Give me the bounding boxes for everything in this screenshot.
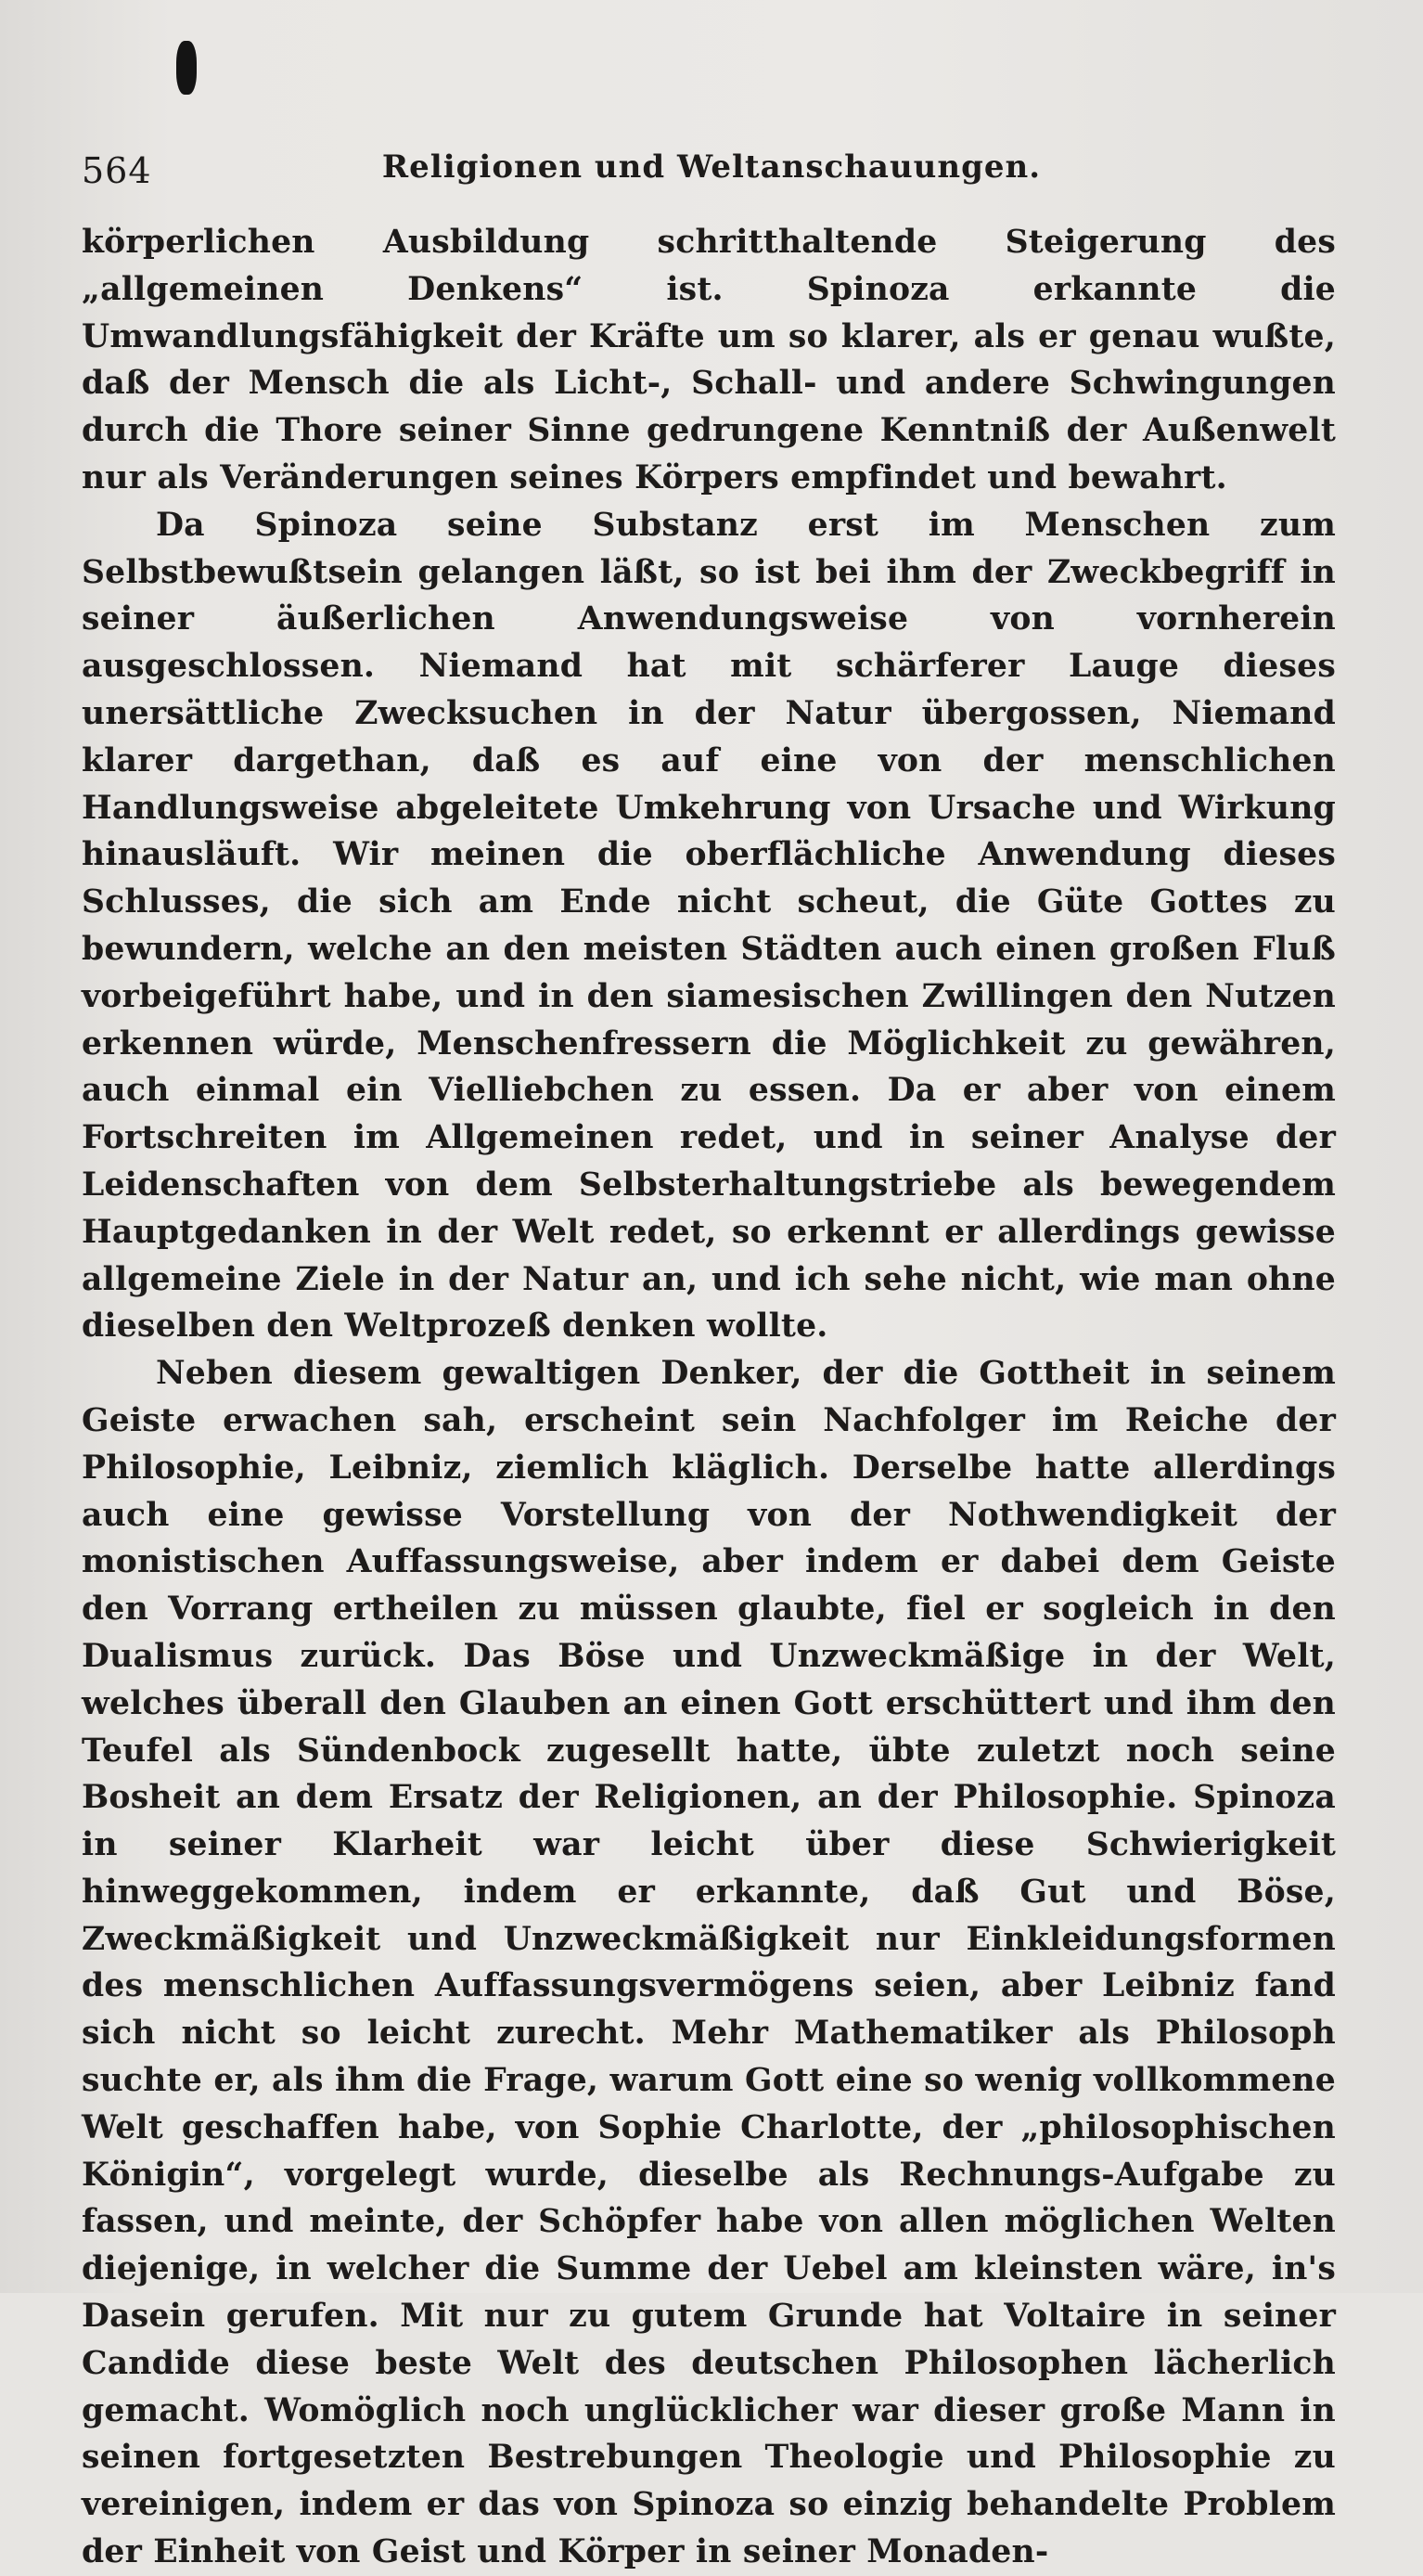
body-text [82, 219, 1336, 2576]
paragraph-spinoza-purpose: Da Spinoza seine Substanz erst im Menschen zum Selbstbewußtsein gelangen läßt, so ist bei ihm der Zweckbegriff in seiner äußerlichen Anwendungsweise von vornherein ausgeschlossen. Niemand hat mit schärferer Lauge dieses unersättliche Zwecksuchen in der Natur übergossen, Niemand klarer dargethan, daß es auf eine von der menschlichen Handlungsweise abgeleitete Umkehrung von Ursache und Wirkung hinausläuft. Wir meinen die oberflächliche Anwendung dieses Schlusses, die sich am Ende nicht scheut, die Güte Gottes zu bewundern, welche an den meisten Städten auch einen großen Fluß vorbeigeführt habe, und in den siamesischen Zwillingen den Nutzen erkennen würde, Menschenfressern die Möglichkeit zu gewähren, auch einmal ein Vielliebchen zu essen. Da er aber von einem Fortschreiten im Allgemeinen redet, und in seiner Analyse der Leidenschaften von dem Selbsterhaltungstriebe als bewegendem Hauptgedanken in der Welt redet, so erkennt er allerdings gewisse allgemeine Ziele in der Natur an, und ich sehe nicht, wie man ohne dieselben den Weltprozeß denken wollte. [82, 506, 1336, 1346]
page-header [82, 147, 1341, 202]
paragraph-continued: körperlichen Ausbildung schritthaltende Steigerung des „allgemeinen Denkens“ ist. Spinoza erkannte die Umwandlungsfähigkeit der Kräfte um so klarer, als er genau wußte, daß der Mensch die als Licht-, Schall- und andere Schwingungen durch die Thore seiner Sinne gedrungene Kenntniß der Außenwelt nur als Veränderungen seines Körpers empfindet und bewahrt. [82, 224, 1336, 496]
ink-blot [176, 41, 197, 95]
paragraph-leibniz: Neben diesem gewaltigen Denker, der die Gottheit in seinem Geiste erwachen sah, erscheint sein Nachfolger im Reiche der Philosophie, Leibniz, ziemlich kläglich. Derselbe hatte allerdings auch eine gewisse Vorstellung von der Nothwendigkeit der monistischen Auffassungsweise, aber indem er dabei dem Geiste den Vorrang ertheilen zu müssen glaubte, fiel er sogleich in den Dualismus zurück. Das Böse und Unzweckmäßige in der Welt, welches überall den Glauben an einen Gott erschüttert und ihm den Teufel als Sündenbock zugesellt hatte, übte zuletzt noch seine Bosheit an dem Ersatz der Religionen, an der Philosophie. Spinoza in seiner Klarheit war leicht über diese Schwierigkeit hinweggekommen, indem er erkannte, daß Gut und Böse, Zweckmäßigkeit und Unzweckmäßigkeit nur Einkleidungsformen des menschlichen Auffassungsvermögens seien, aber Leibniz fand sich nicht so leicht zurecht. Mehr Mathematiker als Philosoph suchte er, als ihm die Frage, warum Gott eine so wenig vollkommene Welt geschaffen habe, von Sophie Charlotte, der „philosophischen Königin“, vorgelegt wurde, dieselbe als Rechnungs-Aufgabe zu fassen, und meinte, der Schöpfer habe von allen möglichen Welten diejenige, in welcher die Summe der Uebel am kleinsten wäre, in's Dasein gerufen. Mit nur zu gutem Grunde hat Voltaire in seiner Candide diese beste Welt des deutschen Philosophen lächerlich gemacht. Womöglich noch unglücklicher war dieser große Mann in seinen fortgesetzten Bestrebungen Theologie und Philosophie zu vereinigen, indem er das von Spinoza so einzig behandelte Problem der Einheit von Geist und Körper in seiner Monaden- [82, 1355, 1336, 2571]
page-number: 564 [82, 150, 152, 191]
running-title: Religionen und Weltanschauungen. [381, 148, 1042, 186]
